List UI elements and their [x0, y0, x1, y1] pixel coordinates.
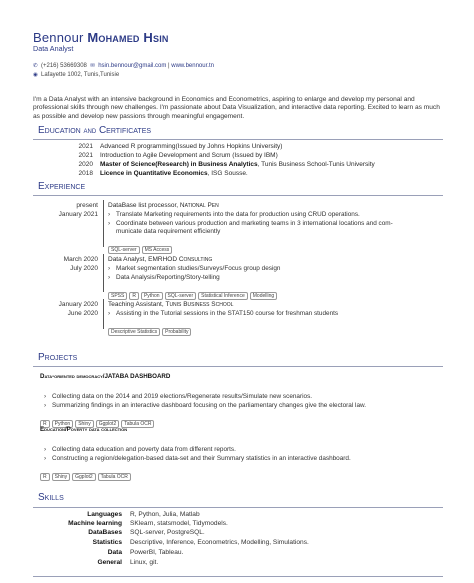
project-bullet-text: Summarizing findings in an interactive dashboard focusing on the parliamentary changes give the electoral law.	[52, 402, 367, 409]
contact-separator: |	[168, 63, 170, 69]
timeline-bar	[103, 200, 104, 247]
job-company: National Pen	[179, 202, 219, 209]
job-bullet-text: Data Analysis/Reporting/Story-telling	[116, 274, 220, 281]
job-title-line: Teaching Assistant, Tunis Business School	[108, 301, 234, 308]
job-position: Data Analyst	[108, 256, 145, 263]
map-pin-icon: ◉	[33, 72, 38, 78]
skill-category: Languages	[87, 511, 122, 518]
projects-heading-text: Projects	[38, 352, 78, 363]
job-bullet: › Market segmentation studies/Surveys/Focus group design	[108, 265, 281, 272]
education-heading-and: and	[83, 125, 97, 135]
education-year: 2021	[78, 143, 93, 150]
project-bullet: › Collecting data on the 2014 and 2019 elections/Regenerate results/Simulate new scenarios.	[44, 393, 313, 400]
job-date-start: January 2020	[58, 301, 98, 308]
skill-values: PowerBI, Tableau.	[130, 549, 184, 556]
job-date-end: July 2020	[70, 265, 98, 272]
skill-category: Data	[107, 549, 122, 556]
contact-info	[33, 62, 214, 80]
project-bullet: › Summarizing findings in an interactive dashboard focusing on the parliamentary changes give the electoral law.	[44, 402, 367, 409]
skill-tag: Tabula OCR	[121, 420, 154, 428]
education-entry	[100, 161, 375, 169]
timeline-bar	[103, 299, 104, 329]
job-date-end: June 2020	[67, 310, 98, 317]
skill-values: Linux, git.	[130, 559, 159, 566]
job-company: Tunis Business School	[165, 301, 234, 308]
project-title: Education/Poverty data collection	[40, 426, 128, 433]
skill-values: SKlearn, statsmodel, Tidymodels.	[130, 520, 228, 527]
bottom-divider	[33, 576, 443, 577]
job-tags	[108, 284, 279, 302]
skill-tag: SQL-server	[108, 246, 140, 254]
job-bullet: › Data Analysis/Reporting/Story-telling	[108, 274, 220, 281]
job-bullet: › Coordinate between various production and marketing teams in 3 international locations and com-	[108, 220, 393, 227]
job-bullet-text: Translate Marketing requirements into the data for production using CRUD operations.	[116, 211, 360, 218]
education-text: Introduction to Agile Development and Scrum (Issued by IBM)	[100, 152, 278, 159]
project-bullet: › Constructing a region/delegation-based data-set and their Summary statistics in an interactive dashboard.	[44, 455, 351, 462]
education-entry	[100, 143, 282, 151]
candidate-name	[33, 30, 169, 45]
project-bullet-text: Constructing a region/delegation-based data-set and their Summary statistics in an interactive dashboard.	[52, 455, 351, 462]
job-date-end: January 2021	[58, 211, 98, 218]
skill-tag: R	[40, 473, 50, 481]
project-title: Data-oriented democracy/JATABA DASHBOARD	[40, 373, 171, 380]
last-name: Mohamed Hsin	[87, 30, 169, 45]
institution: , Tunis Business School-Tunis University	[257, 161, 375, 168]
job-bullet: › Translate Marketing requirements into the data for production using CRUD operations.	[108, 211, 360, 218]
skill-tag: Statistical Inference	[198, 292, 248, 300]
skill-tag: Probability	[162, 328, 191, 336]
job-title-line: Data Analyst, EMRHOD Consulting	[108, 256, 213, 263]
job-position: DataBase list processor	[108, 202, 177, 209]
job-title-line: DataBase list processor, National Pen	[108, 202, 219, 209]
project-tags	[40, 465, 133, 483]
skill-tag: MS Access	[142, 246, 173, 254]
job-bullet-text: Assisting in the Tutorial sessions in the STAT150 course for freshman students	[116, 310, 339, 317]
project-bullet: › Collecting data education and poverty data from different reports.	[44, 446, 236, 453]
job-bullet-text: Market segmentation studies/Surveys/Focus group design	[116, 265, 281, 272]
experience-heading	[38, 181, 85, 192]
skill-category: Statistics	[92, 539, 122, 546]
job-date-start: March 2020	[63, 256, 98, 263]
education-entry	[100, 152, 278, 160]
skill-category: General	[97, 559, 122, 566]
phone-number: (+216) 53669308	[41, 63, 87, 69]
education-heading	[38, 125, 151, 136]
timeline-bar	[103, 254, 104, 292]
job-tags	[108, 320, 193, 338]
skill-tag: Descriptive Statistics	[108, 328, 160, 336]
experience-heading-text: Experience	[38, 181, 86, 192]
education-year: 2021	[78, 152, 93, 159]
skill-tag: Tabula OCR	[98, 473, 131, 481]
project-bullet-text: Collecting data on the 2014 and 2019 elections/Regenerate results/Simulate new scenarios.	[52, 393, 313, 400]
skill-tag: SQL-server	[165, 292, 197, 300]
skill-values: R, Python, Julia, Matlab	[130, 511, 200, 518]
email-icon: ✉	[90, 63, 95, 69]
education-year: 2018	[78, 170, 93, 177]
skill-tag: Ggplot2	[72, 473, 96, 481]
institution: , ISG Sousse.	[207, 170, 248, 177]
project-bullet-text: Collecting data education and poverty data from different reports.	[52, 446, 236, 453]
skill-category: DataBases	[88, 529, 122, 536]
job-company: EMRHOD Consulting	[148, 256, 213, 263]
job-date-start: present	[76, 202, 98, 209]
skill-tag: Python	[141, 292, 163, 300]
education-year: 2020	[78, 161, 93, 168]
skill-tag: R	[129, 292, 139, 300]
email-link[interactable]: hsin.bennour@gmail.com	[98, 63, 167, 69]
skill-tag: Ggplot2	[96, 420, 120, 428]
section-divider	[33, 366, 443, 367]
degree-name: Master of Science(Research) in Business Analytics	[100, 161, 258, 168]
section-divider	[33, 139, 443, 140]
job-position: Teaching Assistant	[108, 301, 162, 308]
skill-category: Machine learning	[68, 520, 122, 527]
website-link[interactable]: www.bennour.tn	[171, 63, 214, 69]
location: Lafayette 1002, Tunis,Tunisie	[41, 72, 120, 78]
section-divider	[33, 195, 443, 196]
skill-tag: Python	[52, 420, 74, 428]
skill-values: Descriptive, Inference, Econometrics, Modelling, Simulations.	[130, 539, 309, 546]
projects-heading	[38, 352, 77, 363]
job-bullet-continued: municate data requirement efficiently	[116, 228, 221, 235]
profile-summary: I'm a Data Analyst with an intensive background in Economics and Econometrics, aspiring to enlarge and develop my personal and professional skills through new challenges. I'm passionate about Data Visualization, and interactive data reporting. Excited to learn as much as possible and develop new passions through meaningful engagement.	[33, 96, 440, 120]
skill-tag: R	[40, 420, 50, 428]
phone-icon: ✆	[33, 63, 38, 69]
job-bullet: › Assisting in the Tutorial sessions in the STAT150 course for freshman students	[108, 310, 339, 317]
degree-name: Licence in Quantitative Economics	[100, 170, 208, 177]
job-bullet-text: Coordinate between various production and marketing teams in 3 international locations and com-	[116, 220, 393, 227]
job-title: Data Analyst	[33, 44, 74, 53]
skill-tag: SPSS	[108, 292, 127, 300]
education-entry	[100, 170, 248, 178]
job-tags	[108, 238, 174, 256]
section-divider	[33, 507, 443, 508]
skills-heading	[38, 492, 64, 503]
skill-tag: Modelling	[250, 292, 277, 300]
education-heading-part1: Education	[38, 125, 81, 136]
education-heading-part2: Certificates	[98, 125, 152, 136]
skills-heading-text: Skills	[38, 492, 64, 503]
skill-values: SQL-server, PostgreSQL.	[130, 529, 205, 536]
first-name: Bennour	[33, 30, 84, 45]
skill-tag: Shiny	[75, 420, 94, 428]
education-text: Advanced R programming(Issued by Johns Hopkins University)	[100, 143, 283, 150]
skill-tag: Shiny	[52, 473, 71, 481]
